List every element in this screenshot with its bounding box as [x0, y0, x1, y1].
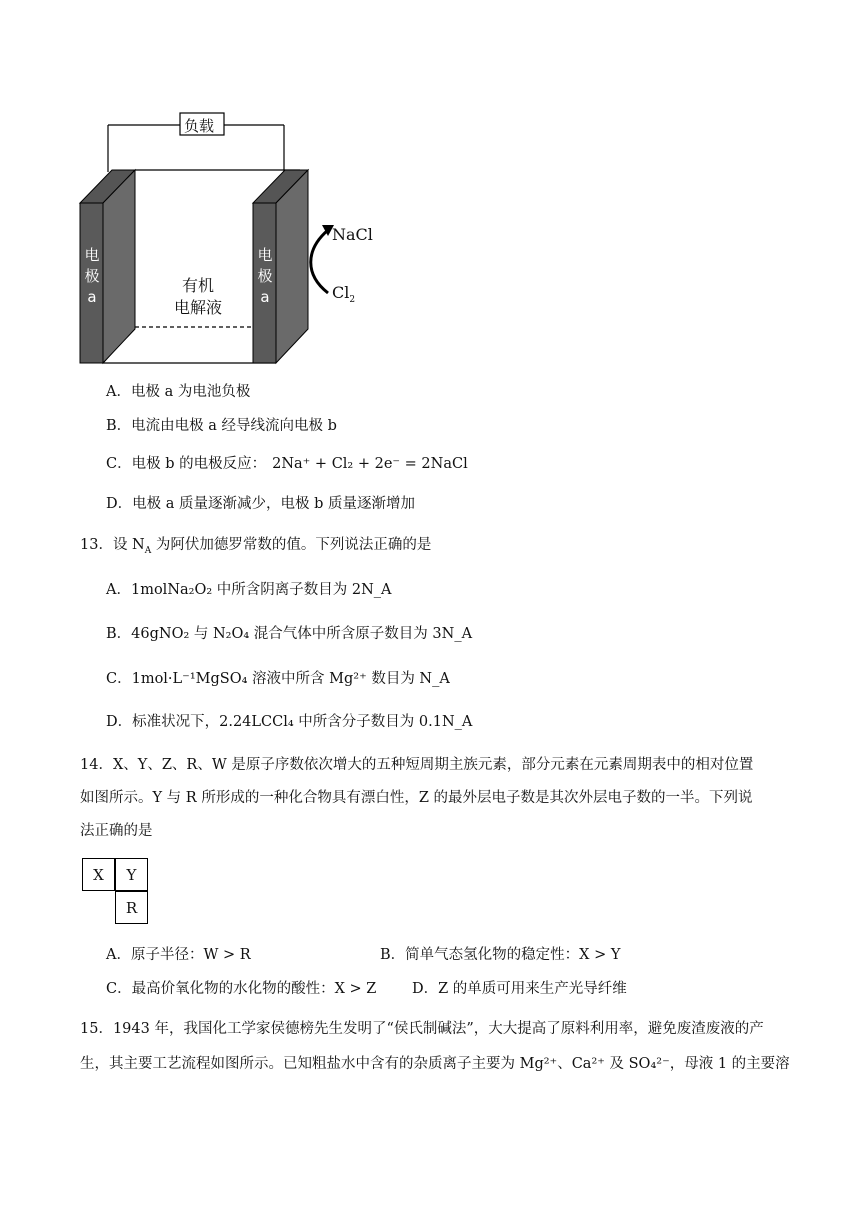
q13-option-c: C．1mol·L⁻¹MgSO₄ 溶液中所含 Mg²⁺ 数目为 N_A — [106, 671, 450, 687]
cl2-label — [332, 283, 356, 306]
q13-stem-part-1: 13．设 N — [80, 537, 145, 553]
battery-svg — [70, 105, 370, 375]
nacl-label: NaCl — [332, 225, 373, 244]
periodic-cell-x: X — [82, 858, 115, 891]
right-electrode-label — [257, 245, 273, 308]
left-electrode-char-2: 极 — [84, 267, 100, 285]
right-electrode-char-1: 电 — [257, 246, 273, 264]
q12-option-a: A．电极 a 为电池负极 — [106, 384, 251, 400]
q15-stem-line-1: 15．1943 年，我国化工学家侯德榜先生发明了“侯氏制碱法”，大大提高了原料利用率，避免废渣废液的产 — [80, 1021, 764, 1037]
cl2-text: Cl — [332, 283, 350, 302]
q13-stem-part-2: 为阿伏加德罗常数的值。下列说法正确的是 — [151, 537, 432, 553]
q12-option-d: D．电极 a 质量逐渐减少，电极 b 质量逐渐增加 — [106, 496, 415, 512]
electrolyte-line-2: 电解液 — [173, 298, 222, 317]
q13-option-d: D．标准状况下，2.24LCCl₄ 中所含分子数目为 0.1N_A — [106, 714, 473, 730]
right-electrode-char-3: a — [260, 288, 270, 306]
q13-option-a: A．1molNa₂O₂ 中所含阴离子数目为 2N_A — [106, 582, 392, 598]
q14-option-c: C．最高价氧化物的水化物的酸性：X > Z — [106, 981, 377, 997]
load-label: 负载 — [184, 117, 215, 135]
electrolyte-line-1: 有机 — [181, 276, 214, 295]
periodic-cell-r: R — [115, 891, 148, 924]
left-electrode-label — [84, 245, 100, 308]
left-electrode-char-3: a — [87, 288, 97, 306]
q14-stem-line-1: 14．X、Y、Z、R、W 是原子序数依次增大的五种短周期主族元素，部分元素在元素周期表中的相对位置 — [80, 757, 754, 773]
q14-stem-line-2: 如图所示。Y 与 R 所形成的一种化合物具有漂白性，Z 的最外层电子数是其次外层电子数的一半。下列说 — [80, 790, 753, 806]
q13-stem-subscript: A — [144, 545, 152, 556]
left-electrode-char-1: 电 — [84, 246, 100, 264]
right-electrode-char-2: 极 — [257, 267, 273, 285]
q15-stem-line-2: 生，其主要工艺流程如图所示。已知粗盐水中含有的杂质离子主要为 Mg²⁺、Ca²⁺ 及 SO₄²⁻，母液 1 的主要溶 — [80, 1056, 790, 1072]
periodic-cell-y: Y — [115, 858, 148, 891]
q12-option-c — [106, 457, 468, 472]
cl2-subscript: 2 — [349, 295, 356, 306]
electrolyte-label — [166, 275, 230, 319]
q14-option-d: D．Z 的单质可用来生产光导纤维 — [412, 981, 627, 997]
q14-option-a: A．原子半径：W > R — [106, 947, 251, 963]
q13-stem — [80, 537, 432, 556]
q12-option-b: B．电流由电极 a 经导线流向电极 b — [106, 418, 337, 434]
q12-option-c-text: C．电极 b 的电极反应： — [106, 456, 267, 472]
battery-diagram — [70, 105, 373, 375]
q13-option-b: B．46gNO₂ 与 N₂O₄ 混合气体中所含原子数目为 3N_A — [106, 626, 473, 642]
q14-option-b: B．简单气态氢化物的稳定性：X > Y — [380, 947, 621, 963]
q12-option-c-equation: 2Na⁺ + Cl₂ + 2e⁻ = 2NaCl — [272, 456, 468, 472]
q14-stem-line-3: 法正确的是 — [80, 823, 153, 839]
